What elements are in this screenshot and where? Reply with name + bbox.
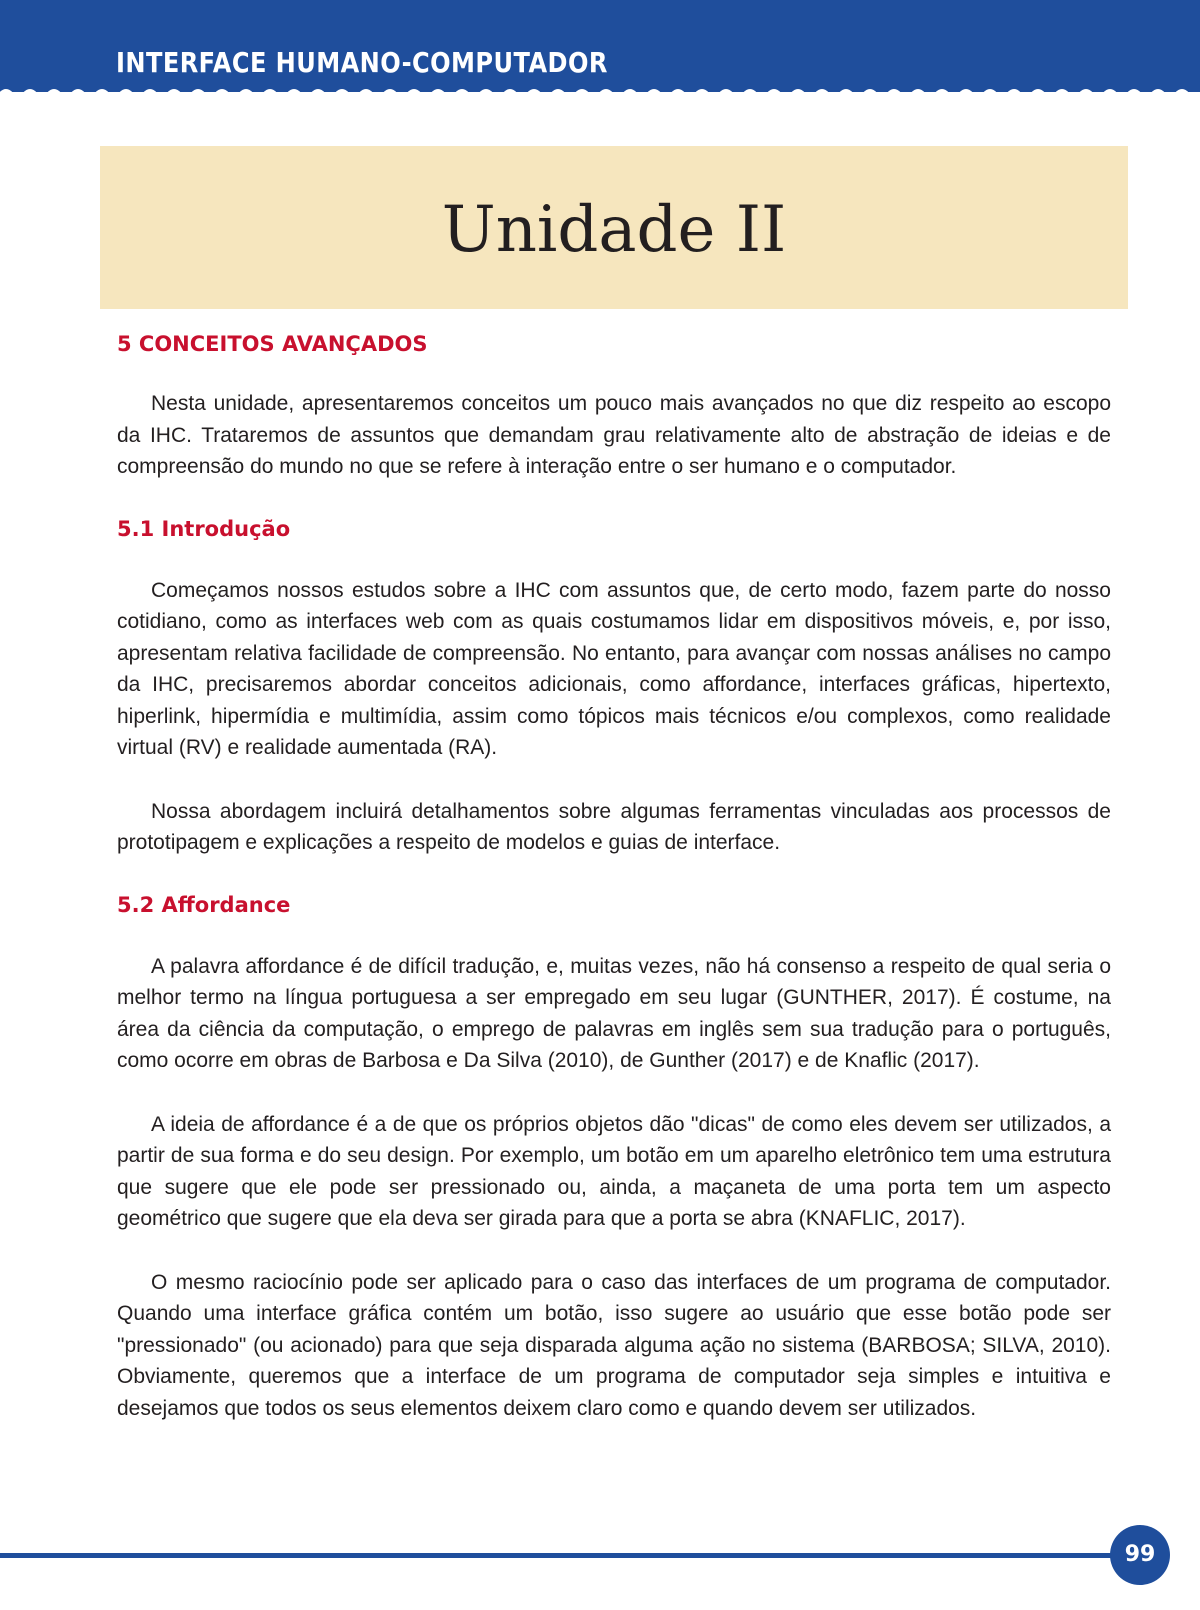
running-header-title: INTERFACE HUMANO-COMPUTADOR: [116, 46, 608, 79]
page-number-badge: 99: [1110, 1525, 1170, 1585]
section-intro-paragraph: Nesta unidade, apresentaremos conceitos um pouco mais avançados no que diz respeito ao escopo da IHC. Trataremos de assuntos que demandam grau relativamente alto de abstração de ideias e de compreensão do mundo no que se refere à interação entre o ser humano e o computador.: [117, 392, 1111, 478]
footer-rule: [0, 1553, 1120, 1558]
paragraph: Nossa abordagem incluirá detalhamentos sobre algumas ferramentas vinculadas aos processos de prototipagem e explicações a respeito de modelos e guias de interface.: [117, 799, 1111, 854]
paragraph: A ideia de affordance é a de que os próprios objetos dão "dicas" de como eles devem ser utilizados, a partir de sua forma e do seu design. Por exemplo, um botão em um aparelho eletrônico tem uma estrutura que sugere que ele pode ser pressionado ou, ainda, a maçaneta de uma porta tem um aspecto geométrico que sugere que ela deva ser girada para que a porta se abra (KNAFLIC, 2017).: [117, 1112, 1111, 1230]
unit-title: Unidade II: [441, 193, 787, 267]
paragraph: A palavra affordance é de difícil tradução, e, muitas vezes, não há consenso a respeito de qual seria o melhor termo na língua portuguesa a ser empregado em seu lugar (GUNTHER, 2017). É costume, na área da ciência da computação, o emprego de palavras em inglês sem sua tradução para o português, como ocorre em obras de Barbosa e Da Silva (2010), de Gunther (2017) e de Knaflic (2017).: [117, 954, 1111, 1072]
subsection-heading-affordance: 5.2 Affordance: [117, 892, 291, 917]
subsection-heading-introducao: 5.1 Introdução: [117, 516, 291, 541]
paragraph: Começamos nossos estudos sobre a IHC com assuntos que, de certo modo, fazem parte do nosso cotidiano, como as interfaces web com as quais costumamos lidar em dispositivos móveis, e, por isso, apresentam relativa facilidade de compreensão. No entanto, para avançar com nossas análises no campo da IHC, precisaremos abordar conceitos adicionais, como affordance, interfaces gráficas, hipertexto, hiperlink, hipermídia e multimídia, assim como tópicos mais técnicos e/ou complexos, como realidade virtual (RV) e realidade aumentada (RA).: [117, 578, 1111, 759]
unit-title-box: [100, 146, 1128, 309]
paragraph: O mesmo raciocínio pode ser aplicado para o caso das interfaces de um programa de computador. Quando uma interface gráfica contém um botão, isso sugere ao usuário que esse botão pode ser "pressionado" (ou acionado) para que seja disparada alguma ação no sistema (BARBOSA; SILVA, 2010). Obviamente, queremos que a interface de um programa de computador seja simples e intuitiva e desejamos que todos os seus elementos deixem claro como e quando devem ser utilizados.: [117, 1270, 1111, 1420]
wave-divider: [0, 84, 1200, 104]
section-heading: 5 CONCEITOS AVANÇADOS: [117, 332, 428, 356]
main-content: [117, 330, 1111, 1456]
